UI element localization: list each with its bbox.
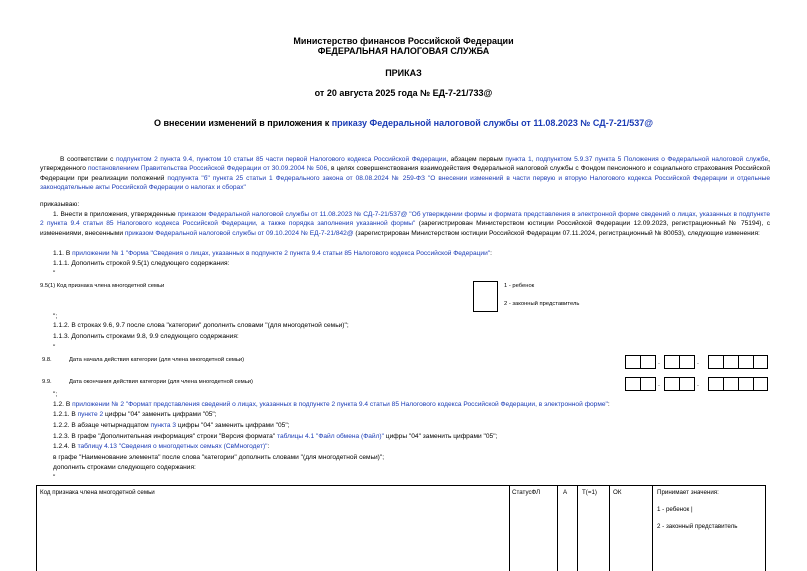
table-col-divider — [652, 485, 653, 571]
item-1-2: 1.2. В приложении № 2 "Формат представления сведений о лицах, указанных в подпункте 2 пункта 9.4 статьи 85 Налогового кодекса Российской Федерации, в электронной форме": — [53, 401, 610, 408]
date-separator: . — [697, 381, 699, 388]
row-9-9-number: 9.9. — [42, 379, 52, 385]
table-cell-format: Т(=1) — [582, 489, 597, 496]
quote-open: " — [53, 270, 56, 277]
table-cell-info: Принимает значения: — [657, 489, 719, 496]
date-separator: . — [658, 359, 660, 366]
cell-divider — [679, 377, 680, 391]
item-1-1: 1.1. В приложении № 1 "Форма "Сведения о лицах, указанных в подпункте 2 пункта 9.4 статьи 85 Налогового кодекса Российской Федерации": — [53, 250, 492, 257]
ministry-title: Министерство финансов Российской Федерации — [293, 36, 514, 46]
row-9-5-1-label: 9.5(1) Код признака члена многодетной семьи — [40, 283, 165, 289]
order-link[interactable]: приказу Федеральной налоговой службы от 11.08.2023 № СД-7-21/537@ — [331, 118, 653, 128]
row-9-9-label: Дата окончания действия категории (для члена многодетной семьи) — [69, 379, 253, 385]
quote-open-3: " — [53, 474, 56, 481]
doc-type: ПРИКАЗ — [385, 68, 422, 78]
item-1-1-2: 1.1.2. В строках 9.6, 9.7 после слова "категории" дополнить словами "(для многодетной семьи)"; — [53, 322, 349, 329]
cell-divider — [753, 377, 754, 391]
doc-date-number: от 20 августа 2025 года № ЕД-7-21/733@ — [314, 88, 493, 98]
item-1-1-1: 1.1.1. Дополнить строкой 9.5(1) следующего содержания: — [53, 260, 230, 267]
cell-divider — [723, 377, 724, 391]
item-1-1-3: 1.1.3. Дополнить строками 9.8, 9.9 следующего содержания: — [53, 333, 239, 340]
table-4-13-link[interactable]: таблицу 4.13 "Сведения о многодетных семьях (СвМногодет)" — [77, 443, 268, 450]
cell-divider — [679, 355, 680, 369]
option-representative: 2 - законный представитель — [504, 301, 580, 307]
tax-code-link[interactable]: подпунктом 2 пункта 9.4, пунктом 10 статьи 85 части первой Налогового кодекса Российской Федерации — [115, 156, 447, 163]
appendix-2-link[interactable]: приложении № 2 "Формат представления сведений о лицах, указанных в подпункте 2 пункта 9.4 статьи 85 Налогового кодекса Российской Федерации, в электронной форме" — [72, 401, 608, 408]
row-9-8-number: 9.8. — [42, 357, 52, 363]
date-separator: . — [697, 359, 699, 366]
date-separator: . — [658, 381, 660, 388]
cell-divider — [753, 355, 754, 369]
add-rows-text: дополнить строками следующего содержания: — [53, 464, 196, 471]
table-col-divider — [609, 485, 610, 571]
code-input-box[interactable] — [473, 281, 498, 312]
table-cell-type: А — [563, 489, 568, 496]
point-2-link[interactable]: пункте 2 — [77, 411, 104, 418]
table-cell-required: ОК — [613, 489, 622, 496]
table-col-divider — [577, 485, 578, 571]
table-cell-id: СтатусФЛ — [512, 489, 541, 496]
item-1-paragraph: 1. Внести в приложения, утвержденные приказом Федеральной налоговой службы от 11.08.2023 № СД-7-21/537@ "Об утверждении формы и формата представления в электронной форме сведений о лицах, указанных в подпункте 2 пункта 9.4 статьи 85 Налогового кодекса Российской Федерации, а также порядка заполнения указанной формы" (зарегистрирован Министерством юстиции Российской Федерации 12.09.2023, регистрационный № 75194), с изменениями, внесенными приказом Федеральной налоговой службы от 09.10.2024 № ЕД-7-21/842@ (зарегистрирован Министерством юстиции Российской Федерации 07.11.2024, регистрационный № 80053), следующие изменения: — [40, 211, 770, 237]
preamble-paragraph: В соответствии с подпунктом 2 пункта 9.4, пунктом 10 статьи 85 части первой Налогового кодекса Российской Федерации, абзацем первым пункта 1, подпунктом 5.9.37 пункта 5 Положения о Федеральной налоговой службе, утвержденного постановлением Правительства Российской Федерации от 30.09.2004 № 506, в целях совершенствования взаимодействия Федеральной налоговой службы с Фондом пенсионного и социального страхования Российской Федерации при реализации положений подпункта "б" пункта 25 статьи 1 Федерального закона от 08.08.2024 № 259-ФЗ "О внесении изменений в части первую и вторую Налогового кодекса Российской Федерации и отдельные законодательные акты Российской Федерации о налогах и сборах" — [40, 156, 771, 191]
row-9-8-label: Дата начала действия категории (для члена многодетной семьи) — [69, 357, 245, 363]
item-1-2-2: 1.2.2. В абзаце четырнадцатом пункта 3 цифры "04" заменить цифрами "05"; — [53, 422, 290, 429]
table-value-child: 1 - ребенок | — [657, 506, 693, 513]
table-value-representative: 2 - законный представитель — [657, 523, 738, 530]
doc-title: О внесении изменений в приложения к приказу Федеральной налоговой службы от 11.08.2023 № СД-7-21/537@ — [153, 118, 653, 128]
federal-law-link[interactable]: подпункта "б" пункта 25 статьи 1 Федерального закона от 08.08.2024 № 259-ФЗ "О внесении изменений в части первую и вторую Налогового кодекса Российской Федерации и отдельные законодательные акты Российской Федерации о налогах и сборах" — [40, 174, 771, 191]
order-537-link[interactable]: приказом Федеральной налоговой службы от 11.08.2023 № СД-7-21/537@ "Об утверждении формы и формата представления в электронной форме сведений о лицах, указанных в подпункте 2 пункта 9.4 статьи 85 Налогового кодекса Российской Федерации, а также порядка заполнения указанной формы" — [40, 211, 770, 228]
table-col-divider — [509, 485, 510, 571]
item-1-2-3: 1.2.3. В графе "Дополнительная информация" строки "Версия формата" таблицы 4.1 "Файл обмена (Файл)" цифры "04" заменить цифрами "05"; — [53, 433, 498, 440]
table-cell-name: Код признака члена многодетной семьи — [40, 489, 155, 496]
cell-divider — [738, 377, 739, 391]
point-3-link[interactable]: пункта 3 — [150, 422, 177, 429]
regulation-link[interactable]: пункта 1, подпунктом 5.9.37 пункта 5 Положения о Федеральной налоговой службе — [505, 156, 769, 163]
table-4-1-link[interactable]: таблицы 4.1 "Файл обмена (Файл)" — [277, 433, 384, 440]
cell-divider — [640, 355, 641, 369]
order-842-link[interactable]: приказом Федеральной налоговой службы от 09.10.2024 № ЕД-7-21/842@ — [124, 229, 354, 237]
cell-divider — [723, 355, 724, 369]
item-1-2-1: 1.2.1. В пункте 2 цифры "04" заменить цифрами "05"; — [53, 411, 217, 418]
cell-divider — [640, 377, 641, 391]
order-word: приказываю: — [40, 201, 80, 208]
government-decree-link[interactable]: постановлением Правительства Российской Федерации от 30.09.2004 № 506 — [87, 165, 328, 173]
quote-close-2: "; — [53, 391, 58, 398]
column-change-text: в графе "Наименование элемента" после слова "категории" дополнить словами "(для многодетной семьи)"; — [53, 454, 385, 461]
appendix-1-link[interactable]: приложении № 1 "Форма "Сведения о лицах, указанных в подпункте 2 пункта 9.4 статьи 85 Налогового кодекса Российской Федерации" — [72, 250, 491, 257]
item-1-2-4: 1.2.4. В таблицу 4.13 "Сведения о многодетных семьях (СвМногодет)": — [53, 443, 270, 450]
quote-close: "; — [53, 313, 58, 320]
option-child: 1 - ребенок — [504, 283, 535, 289]
quote-open-2: " — [53, 344, 56, 351]
table-col-divider — [557, 485, 558, 571]
cell-divider — [738, 355, 739, 369]
service-title: ФЕДЕРАЛЬНАЯ НАЛОГОВАЯ СЛУЖБА — [317, 46, 490, 56]
